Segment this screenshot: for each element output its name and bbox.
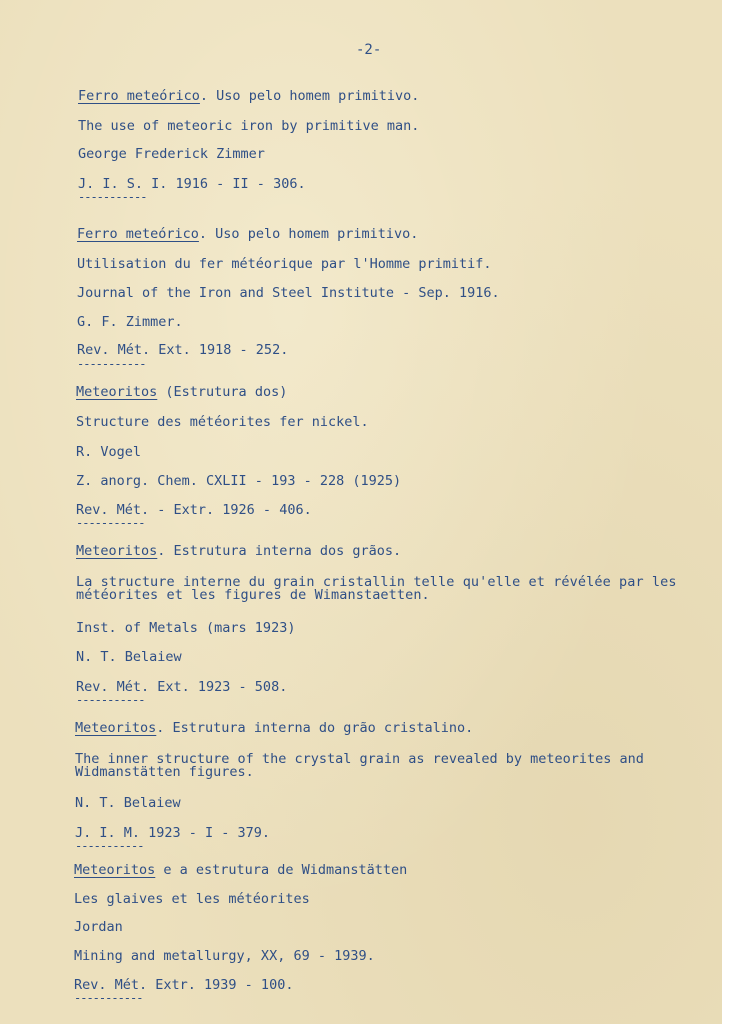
entry-term: Meteoritos [76,384,158,400]
entry-subject: . Estrutura interna do grão cristalino. [156,720,474,736]
entry-term: Meteoritos [74,862,156,878]
entry-term: Meteoritos [75,720,157,736]
entry-separator: ----------- [76,693,145,707]
entry-heading [74,862,407,878]
entry-reference: Rev. Mét. Extr. 1939 - 100. [74,977,294,993]
entry-separator: ----------- [76,516,145,530]
entry-separator: ----------- [77,357,146,371]
entry-reference: Rev. Mét. Ext. 1918 - 252. [77,342,289,358]
entry-separator: ----------- [75,839,144,853]
entry-title: La structure interne du grain cristallin telle qu'elle et révélée par les météorites et les figures de Wimanstaetten. [76,574,677,603]
entry-author: George Frederick Zimmer [78,146,265,162]
entry-author: N. T. Belaiew [75,795,181,811]
entry-reference: J. I. M. 1923 - I - 379. [75,825,271,841]
entry-heading [77,226,418,242]
entry-author: R. Vogel [76,444,142,460]
entry-subject: (Estrutura dos) [157,384,288,400]
entry-subject: . Estrutura interna dos grãos. [157,543,402,559]
entry-subject: . Uso pelo homem primitivo. [198,226,419,242]
entry-heading [76,543,401,559]
page-number: -2- [356,42,382,58]
entry-author: G. F. Zimmer. [77,314,183,330]
entry-heading [76,384,287,400]
entry-author: N. T. Belaiew [76,649,182,665]
entry-title: The use of meteoric iron by primitive man. [78,118,420,134]
entry-source: Journal of the Iron and Steel Institute - Sep. 1916. [77,285,500,301]
entry-reference: J. I. S. I. 1916 - II - 306. [78,176,306,192]
entry-source: Z. anorg. Chem. CXLII - 193 - 228 (1925) [76,473,402,489]
entry-subject: e a estrutura de Widmanstätten [155,862,408,878]
entry-reference: Rev. Mét. - Extr. 1926 - 406. [76,502,312,518]
entry-heading [78,88,419,104]
entry-title: Utilisation du fer météorique par l'Homme primitif. [77,256,492,272]
entry-subject: . Uso pelo homem primitivo. [199,88,420,104]
entry-term: Meteoritos [76,543,158,559]
entry-source: Inst. of Metals (mars 1923) [76,620,296,636]
entry-reference: Rev. Mét. Ext. 1923 - 508. [76,679,288,695]
entry-source: Mining and metallurgy, XX, 69 - 1939. [74,948,375,964]
entry-separator: ----------- [74,991,143,1005]
entry-title: Structure des météorites fer nickel. [76,414,369,430]
entry-separator: ----------- [78,190,147,204]
entry-term: Ferro meteórico [78,88,200,104]
entry-heading [75,720,473,736]
entry-author: Jordan [74,919,123,935]
entry-title: Les glaives et les météorites [74,891,310,907]
entry-title: The inner structure of the crystal grain as revealed by meteorites and Widmanstätten figures. [75,751,644,780]
entry-term: Ferro meteórico [77,226,199,242]
